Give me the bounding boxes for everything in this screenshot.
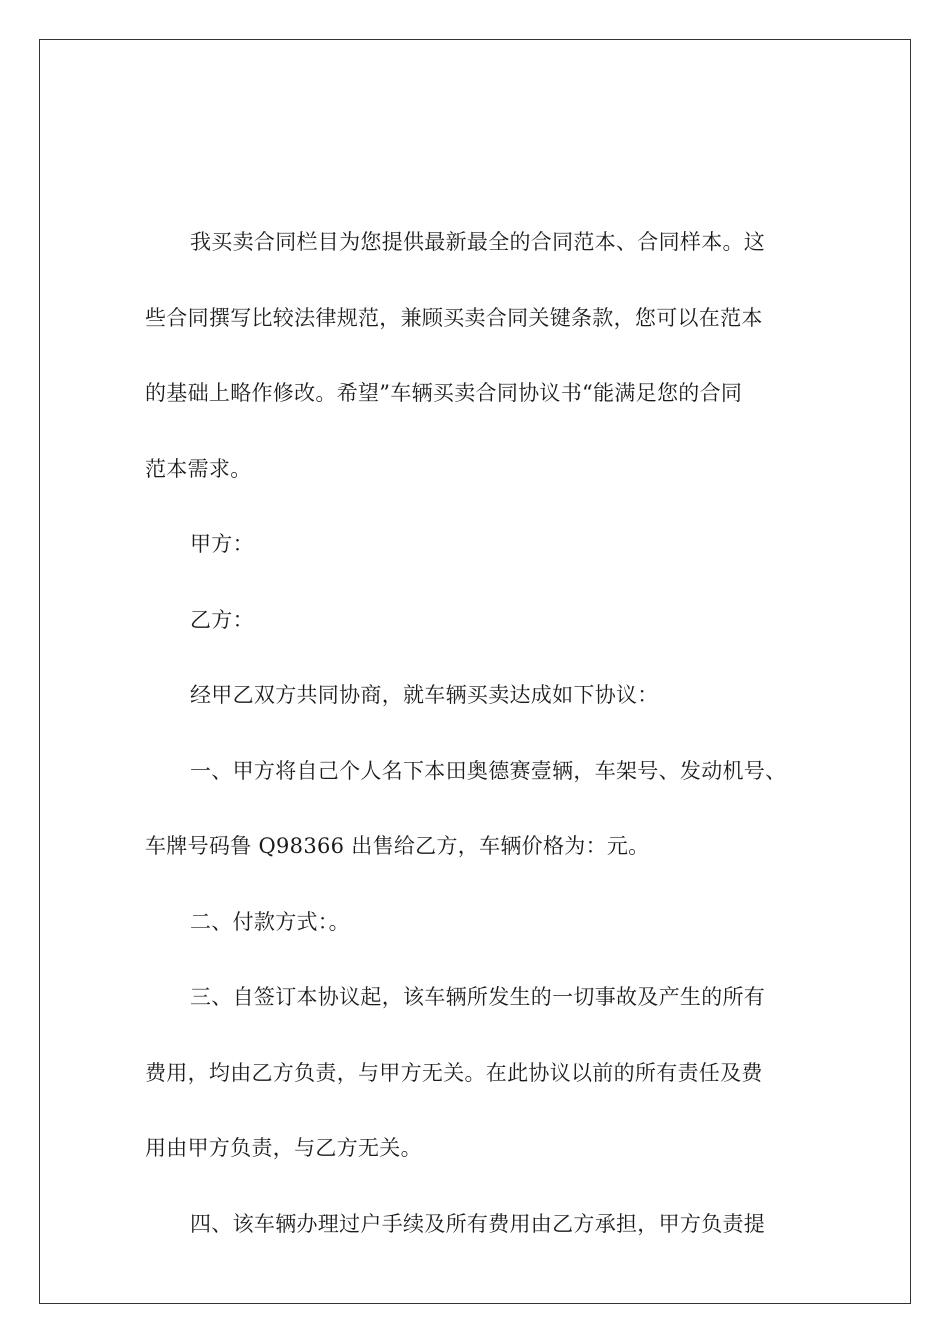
- party-a-label: 甲方：: [190, 532, 254, 556]
- clause-3-line: 三、自签订本协议起，该车辆所发生的一切事故及产生的所有: [190, 985, 766, 1009]
- text-line: 的基础上略作修改。希望”车辆买卖合同协议书“能满足您的合同: [145, 381, 743, 405]
- clause-3-line: 用由甲方负责，与乙方无关。: [145, 1136, 422, 1160]
- clause-4-line: 四、该车辆办理过户手续及所有费用由乙方承担，甲方负责提: [190, 1211, 766, 1236]
- text-line: 范本需求。: [145, 456, 252, 481]
- text-line: 经甲乙双方共同协商，就车辆买卖达成如下协议：: [190, 683, 659, 707]
- clause-3-line: 费用，均由乙方负责，与甲方无关。在此协议以前的所有责任及费: [145, 1060, 763, 1085]
- clause-1-line: 车牌号码鲁 Q98366 出售给乙方，车辆价格为：元。: [145, 834, 650, 858]
- clause-2-line: 二、付款方式：。: [190, 909, 350, 934]
- clause-1-line: 一、甲方将自己个人名下本田奥德赛壹辆，车架号、发动机号、: [190, 758, 787, 783]
- text-line: 我买卖合同栏目为您提供最新最全的合同范本、合同样本。这: [190, 230, 766, 254]
- party-b-label: 乙方：: [190, 607, 254, 632]
- document-body: [145, 205, 810, 1262]
- text-line: 些合同撰写比较法律规范，兼顾买卖合同关键条款，您可以在范本: [145, 305, 763, 330]
